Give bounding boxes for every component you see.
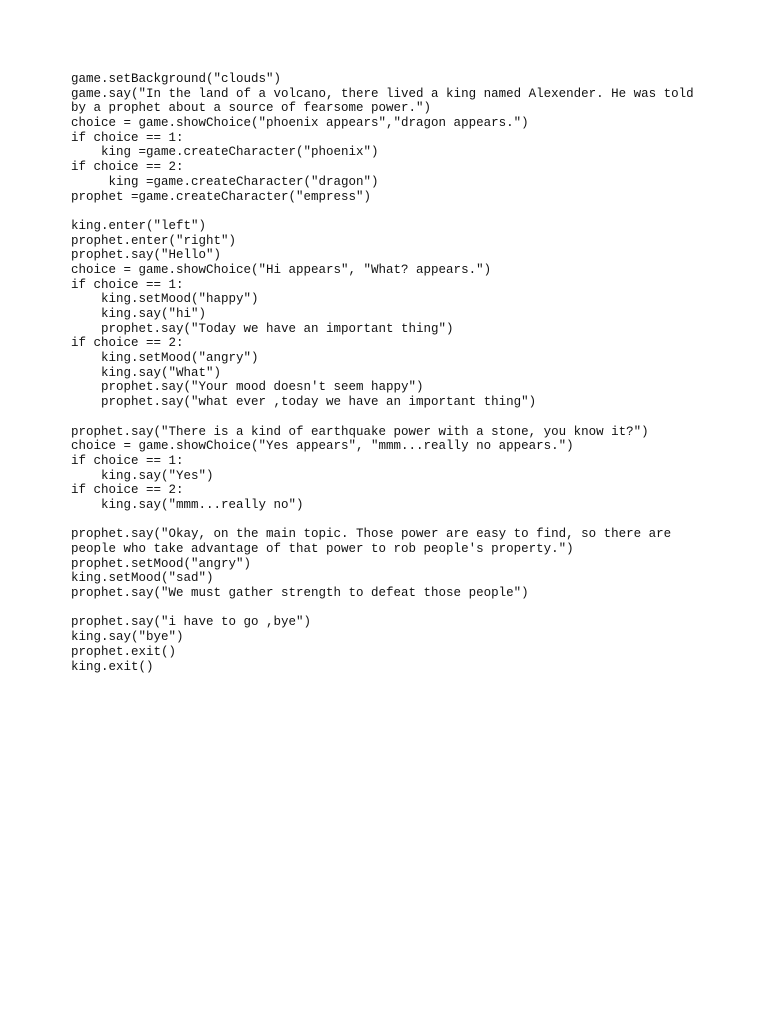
code-document	[71, 72, 731, 674]
code-line: prophet.enter("right")	[71, 233, 237, 248]
code-line: game.say("In the land of a volcano, there lived a king named Alexender. He was told	[71, 86, 694, 101]
code-line: if choice == 1:	[71, 277, 184, 292]
code-line	[71, 601, 731, 616]
code-line: if choice == 2:	[71, 483, 184, 498]
code-line: king.exit()	[71, 659, 154, 674]
code-line: prophet.setMood("angry")	[71, 556, 252, 571]
code-line: king.enter("left")	[71, 218, 207, 233]
code-line: if choice == 2:	[71, 336, 184, 351]
code-line: king.say("hi")	[71, 307, 207, 321]
code-line: king.setMood("sad")	[71, 571, 214, 586]
code-line: king =game.createCharacter("phoenix")	[71, 145, 379, 160]
code-line: prophet.say("There is a kind of earthquake power with a stone, you know it?")	[71, 424, 649, 439]
code-line: king =game.createCharacter("dragon")	[71, 174, 379, 189]
code-line: king.setMood("angry")	[71, 351, 259, 366]
code-line: prophet =game.createCharacter("empress")	[71, 189, 372, 204]
code-line: king.say("mmm...really no")	[71, 497, 304, 512]
code-line: prophet.say("Hello")	[71, 248, 222, 263]
code-line: people who take advantage of that power to rob people's property.")	[71, 542, 574, 556]
code-line: prophet.say("what ever ,today we have an important thing")	[71, 395, 537, 410]
code-line: if choice == 1:	[71, 130, 184, 145]
code-line: prophet.say("Okay, on the main topic. Those power are easy to find, so there are	[71, 527, 672, 542]
code-line: prophet.say("Your mood doesn't seem happy")	[71, 380, 424, 395]
code-line: if choice == 1:	[71, 453, 184, 468]
code-line: king.say("bye")	[71, 630, 184, 645]
code-line: if choice == 2:	[71, 160, 184, 175]
code-line: choice = game.showChoice("Hi appears", "What? appears.")	[71, 262, 492, 277]
code-line	[71, 410, 731, 425]
code-line: prophet.exit()	[71, 644, 177, 659]
code-line	[71, 204, 731, 219]
code-line	[71, 513, 731, 528]
code-line: game.setBackground("clouds")	[71, 72, 282, 86]
code-line: prophet.say("Today we have an important thing")	[71, 321, 454, 336]
code-line: choice = game.showChoice("phoenix appears","dragon appears.")	[71, 116, 529, 131]
code-line: prophet.say("We must gather strength to defeat those people")	[71, 586, 529, 601]
code-line: by a prophet about a source of fearsome power.")	[71, 101, 432, 116]
code-line: king.setMood("happy")	[71, 292, 259, 307]
code-line: choice = game.showChoice("Yes appears", "mmm...really no appears.")	[71, 439, 574, 454]
code-line: king.say("Yes")	[71, 468, 214, 483]
code-line: prophet.say("i have to go ,bye")	[71, 615, 312, 630]
code-line: king.say("What")	[71, 365, 222, 380]
